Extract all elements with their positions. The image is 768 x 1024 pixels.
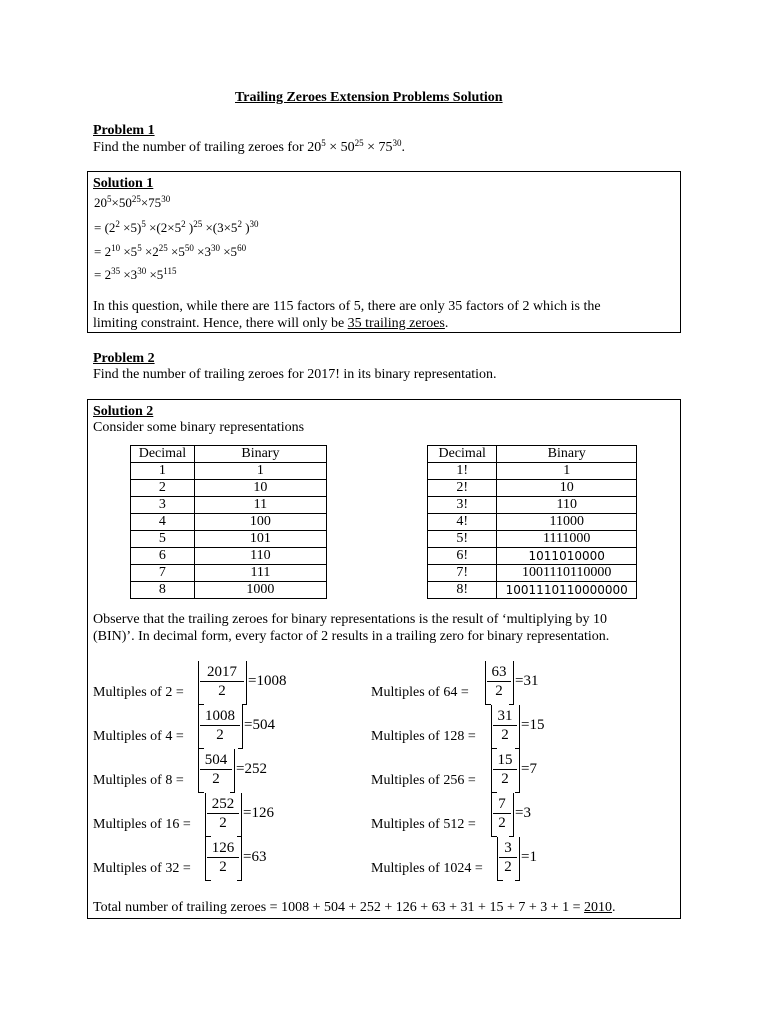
multiples-of-2 xyxy=(93,661,353,709)
table-cell: 111 xyxy=(194,565,326,582)
floor-left-bracket xyxy=(205,837,206,881)
table-cell: 4! xyxy=(428,514,497,531)
table-cell: 11000 xyxy=(497,514,637,531)
multiples-result: =252 xyxy=(236,761,267,777)
solution-2-intro: Consider some binary representations xyxy=(93,420,305,435)
factorial-binary-table xyxy=(427,445,637,599)
table-row xyxy=(131,548,327,565)
table-cell: 1 xyxy=(131,463,195,480)
multiples-result: =15 xyxy=(521,717,545,733)
table-cell: 8 xyxy=(131,582,195,599)
multiples-of-16 xyxy=(93,793,353,841)
multiples-of-4 xyxy=(93,705,353,753)
table-row xyxy=(131,514,327,531)
fraction: $\frac{504}{2}$ xyxy=(200,751,232,788)
table-cell: 11 xyxy=(194,497,326,514)
table-row xyxy=(428,463,637,480)
table-cell: 1111000 xyxy=(497,531,637,548)
table-cell: 1001110110000 xyxy=(497,565,637,582)
fraction: $\frac{2017}{2}$ xyxy=(200,663,244,700)
multiples-label: Multiples of 2 = xyxy=(93,685,184,700)
table-cell: 110 xyxy=(194,548,326,565)
table-cell: 100 xyxy=(194,514,326,531)
table-header-cell: Binary xyxy=(497,446,637,463)
table-header-cell: Binary xyxy=(194,446,326,463)
floor-left-bracket xyxy=(491,705,492,749)
solution-1-step-1: $20^5\times 50^{25}\times 75^{30}$ xyxy=(94,194,171,210)
table-header-row xyxy=(131,446,327,463)
table-cell: 7 xyxy=(131,565,195,582)
fraction: $\frac{63}{2}$ xyxy=(487,663,511,700)
table-cell: 1 xyxy=(194,463,326,480)
multiples-of-256 xyxy=(371,749,571,797)
multiples-label: Multiples of 16 = xyxy=(93,817,191,832)
multiples-of-8 xyxy=(93,749,353,797)
multiples-label: Multiples of 8 = xyxy=(93,773,184,788)
fraction: $\frac{15}{2}$ xyxy=(493,751,517,788)
floor-right-bracket xyxy=(519,837,520,881)
table-row xyxy=(131,463,327,480)
solution-1-answer: 35 trailing zeroes xyxy=(347,316,445,331)
fraction: $\frac{1008}{2}$ xyxy=(200,707,240,744)
table-row xyxy=(131,582,327,599)
table-cell: 7! xyxy=(428,565,497,582)
table-cell: 110 xyxy=(497,497,637,514)
floor-right-bracket xyxy=(513,793,514,837)
table-cell: 2 xyxy=(131,480,195,497)
table-cell: 6! xyxy=(428,548,497,565)
fraction: $\frac{126}{2}$ xyxy=(207,839,239,876)
floor-left-bracket xyxy=(497,837,498,881)
observation-line-2: (BIN)’. In decimal form, every factor of 2 results in a trailing zero for binary representation. xyxy=(93,629,610,644)
table-header-row xyxy=(428,446,637,463)
multiples-label: Multiples of 32 = xyxy=(93,861,191,876)
table-cell: 1! xyxy=(428,463,497,480)
table-row xyxy=(428,514,637,531)
multiples-label: Multiples of 4 = xyxy=(93,729,184,744)
table-row xyxy=(131,497,327,514)
table-cell: 10 xyxy=(194,480,326,497)
problem-2-heading: Problem 2 xyxy=(93,351,155,366)
solution-1-explanation-line-2: limiting constraint. Hence, there will only be 35 trailing zeroes. xyxy=(93,316,449,331)
floor-right-bracket xyxy=(242,705,243,749)
multiples-label: Multiples of 128 = xyxy=(371,729,476,744)
floor-left-bracket xyxy=(198,661,199,705)
floor-left-bracket xyxy=(198,749,199,793)
multiples-result: =31 xyxy=(515,673,539,689)
table-row xyxy=(428,531,637,548)
solution-1-step-2: = $(2^2 \times 5)^5 \times(2\times 5^2$ )$^{25} \times(3\times 5^2$ )$^{30}$ xyxy=(94,219,259,235)
multiples-result: =504 xyxy=(244,717,275,733)
table-cell: 1 xyxy=(497,463,637,480)
table-row xyxy=(428,565,637,582)
table-cell: 1000 xyxy=(194,582,326,599)
multiples-label: Multiples of 512 = xyxy=(371,817,476,832)
floor-right-bracket xyxy=(513,661,514,705)
multiples-of-1024 xyxy=(371,837,571,885)
table-cell: 10 xyxy=(497,480,637,497)
table-cell: 3 xyxy=(131,497,195,514)
solution-1-heading: Solution 1 xyxy=(93,176,154,191)
problem-1-statement: Find the number of trailing zeroes for $20^5 \times 50^{25} \times 75^{30}$. xyxy=(93,138,406,155)
problem-2-statement: Find the number of trailing zeroes for 2017! in its binary representation. xyxy=(93,367,497,382)
fraction: $\frac{252}{2}$ xyxy=(207,795,239,832)
table-row xyxy=(131,531,327,548)
table-row xyxy=(428,582,637,599)
table-cell: 3! xyxy=(428,497,497,514)
floor-right-bracket xyxy=(241,837,242,881)
solution-2-heading: Solution 2 xyxy=(93,404,154,419)
multiples-result: =1 xyxy=(521,849,537,865)
solution-1-step-3: = $2^{10} \times 5^5 \times 2^{25} \times 5^{50} \times 3^{30} \times 5^{60}$ xyxy=(94,243,247,259)
multiples-result: =7 xyxy=(521,761,537,777)
multiples-label: Multiples of 256 = xyxy=(371,773,476,788)
floor-right-bracket xyxy=(519,749,520,793)
multiples-label: Multiples of 64 = xyxy=(371,685,469,700)
total-trailing-zeroes: Total number of trailing zeroes = 1008 + 504 + 252 + 126 + 63 + 31 + 15 + 7 + 3 + 1 = 2010. xyxy=(93,900,616,915)
table-header-cell: Decimal xyxy=(131,446,195,463)
table-cell: 1011010000 xyxy=(497,548,637,565)
floor-left-bracket xyxy=(491,793,492,837)
table-row xyxy=(428,480,637,497)
problem-1-heading: Problem 1 xyxy=(93,123,155,138)
floor-right-bracket xyxy=(519,705,520,749)
table-cell: 101 xyxy=(194,531,326,548)
floor-right-bracket xyxy=(241,793,242,837)
multiples-label: Multiples of 1024 = xyxy=(371,861,483,876)
table-cell: 8! xyxy=(428,582,497,599)
multiples-of-32 xyxy=(93,837,353,885)
table-row xyxy=(428,548,637,565)
multiples-of-64 xyxy=(371,661,571,709)
floor-right-bracket xyxy=(234,749,235,793)
table-header-cell: Decimal xyxy=(428,446,497,463)
fraction: $\frac{31}{2}$ xyxy=(493,707,517,744)
table-cell: 2! xyxy=(428,480,497,497)
observation-line-1: Observe that the trailing zeroes for binary representations is the result of ‘multiplying by 10 xyxy=(93,612,607,627)
table-cell: 5 xyxy=(131,531,195,548)
solution-1-step-4: = $2^{35} \times 3^{30} \times 5^{115}$ xyxy=(94,266,177,282)
solution-1-explanation-line-1: In this question, while there are 115 factors of 5, there are only 35 factors of 2 which is the xyxy=(93,299,601,314)
table-row xyxy=(131,480,327,497)
fraction: $\frac{3}{2}$ xyxy=(499,839,517,876)
floor-left-bracket xyxy=(205,793,206,837)
multiples-of-128 xyxy=(371,705,571,753)
table-row xyxy=(131,565,327,582)
page-title: Trailing Zeroes Extension Problems Solution xyxy=(235,90,503,105)
table-cell: 6 xyxy=(131,548,195,565)
multiples-result: =3 xyxy=(515,805,531,821)
multiples-of-512 xyxy=(371,793,571,841)
final-answer: 2010 xyxy=(584,900,613,915)
multiples-result: =126 xyxy=(243,805,274,821)
fraction: $\frac{7}{2}$ xyxy=(493,795,511,832)
floor-left-bracket xyxy=(491,749,492,793)
table-row xyxy=(428,497,637,514)
decimal-binary-table xyxy=(130,445,327,599)
floor-left-bracket xyxy=(198,705,199,749)
table-cell: 4 xyxy=(131,514,195,531)
table-cell: 1001110110000000 xyxy=(497,582,637,599)
multiples-result: =1008 xyxy=(248,673,287,689)
floor-left-bracket xyxy=(485,661,486,705)
table-cell: 5! xyxy=(428,531,497,548)
floor-right-bracket xyxy=(246,661,247,705)
multiples-result: =63 xyxy=(243,849,267,865)
